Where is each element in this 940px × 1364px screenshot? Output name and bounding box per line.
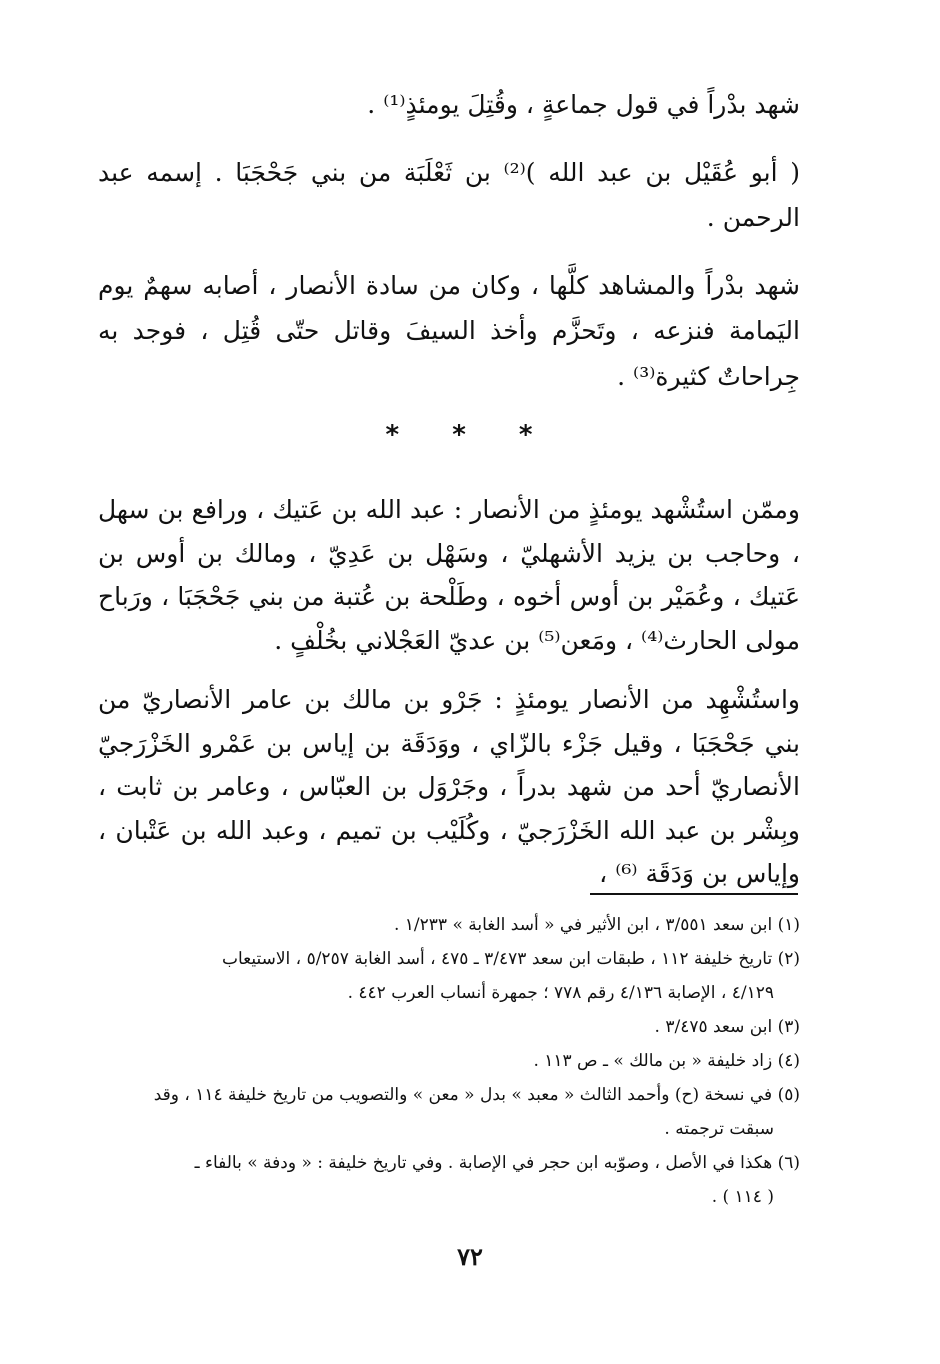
footnote-divider: [590, 893, 798, 895]
footnote-6-continued: ( ١١٤ ) .: [711, 1187, 774, 1207]
footnote-6: (٦) هكذا في الأصل ، وصوّبه ابن حجر في الإصابة . وفي تاريخ خليفة : « ودفة » بالفاء ـ: [194, 1153, 800, 1173]
paragraph-4: وممّن استُشْهد يومئذٍ من الأنصار : عبد الله بن عَتيك ، ورافع بن سهل ، وحاجب بن يزيد الأشهليّ ، وسَهْل بن عَدِيّ ، ومالك بن أوس بن عَتيك ، وعُمَيْر بن أوس أخوه ، وطَلْحة بن عُتبة من بني جَحْجَبَا ، ورَباح مولى الحارث⁽⁴⁾ ، ومَعن⁽⁵⁾ بن عديّ العَجْلاني بخُلْفٍ .: [98, 495, 800, 655]
main-text-block-bottom: [98, 488, 800, 896]
paragraph-1: شهد بدْراً في قول جماعةٍ ، وقُتِلَ يومئذٍ⁽¹⁾ .: [367, 90, 800, 119]
footnote-4: (٤) زاد خليفة « بن مالك » ـ ص ١١٣ .: [533, 1051, 800, 1071]
footnote-5: (٥) في نسخة (ح) وأحمد الثالث « معبد » بدل « معن » والتصويب من تاريخ خليفة ١١٤ ، وقد: [153, 1085, 800, 1105]
footnote-2-continued: ٤/١٢٩ ، الإصابة ٤/١٣٦ رقم ٧٧٨ ؛ جمهرة أنساب العرب ٤٤٢ .: [347, 983, 774, 1003]
footnote-2: (٢) تاريخ خليفة ١١٢ ، طبقات ابن سعد ٣/٤٧٣ ـ ٤٧٥ ، أسد الغابة ٥/٢٥٧ ، الاستيعاب: [221, 949, 800, 969]
footnotes-block: [98, 908, 800, 1214]
footnote-5-continued: سبقت ترجمته .: [664, 1119, 774, 1139]
footnote-3: (٣) ابن سعد ٣/٤٧٥ .: [654, 1017, 800, 1037]
page-number: ٧٢: [457, 1242, 483, 1271]
footnote-1: (١) ابن سعد ٣/٥٥١ ، ابن الأثير في « أسد الغابة » ١/٢٣٣ .: [393, 915, 800, 935]
paragraph-3: شهد بدْراً والمشاهد كلَّها ، وكان من سادة الأنصار ، أصابه سهمٌ يوم اليَمامة فنزعه ، وتَحزَّم وأخذ السيفَ وقاتل حتّى قُتِل ، فوجد به جِراحاتٌ كثيرة⁽³⁾ .: [98, 270, 800, 391]
section-separator-stars: * * *: [385, 420, 555, 450]
paragraph-5: واستُشْهِد من الأنصار يومئذٍ : جَرْو بن مالك بن عامر الأنصاريّ من بني جَحْجَبَا ، وقيل جَزْء بالزّاي ، ووَدَقَة بن إياس بن عَمْرو الخَزْرَجيّ الأنصاريّ أحد من شهد بدراً ، وجَرْوَل بن العبّاس ، وعامر بن ثابت ، وبِشْر بن عبد الله الخَزْرَجيّ ، وكُلَيْب بن تميم ، وعبد الله بن عَتْبان ، وإياس بن وَدَقَة ⁽⁶⁾ ،: [98, 685, 800, 888]
main-text-block-top: [98, 82, 800, 399]
paragraph-2: ( أبو عُقَيْل بن عبد الله )⁽²⁾ بن ثَعْلَبَة من بني جَحْجَبَا . إسمه عبد الرحمن .: [98, 157, 800, 232]
